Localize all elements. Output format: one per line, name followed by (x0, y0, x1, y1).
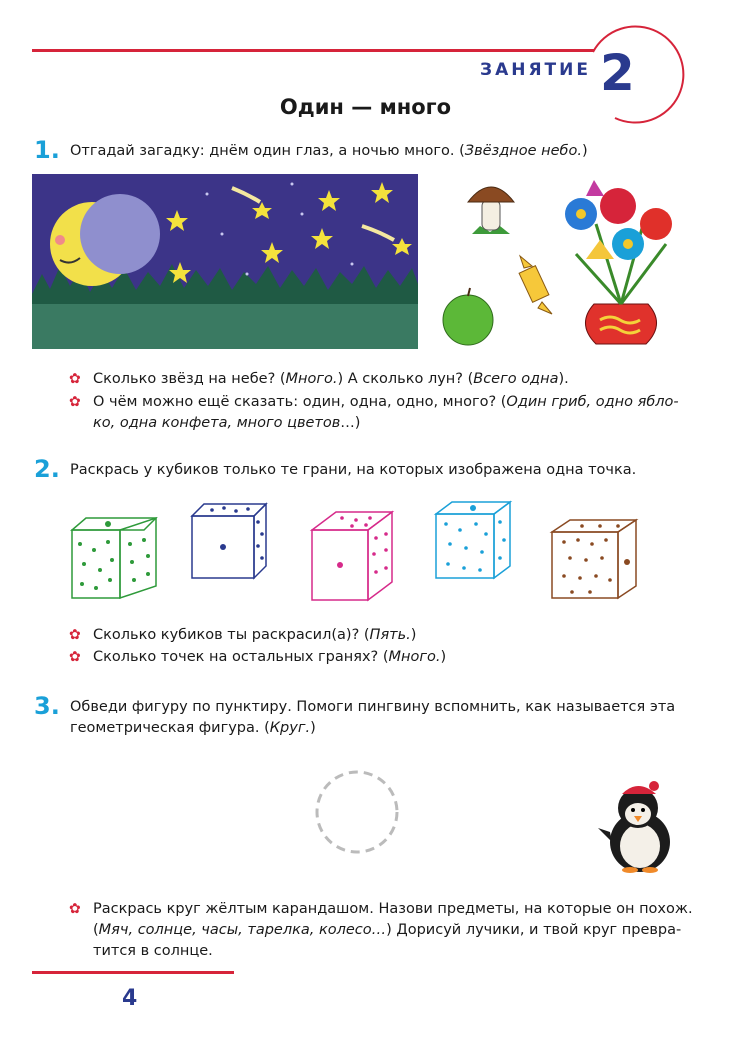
flower-bullet-icon: ✿ (69, 649, 81, 665)
apple-illustration (440, 286, 496, 346)
flower-vase-illustration (556, 174, 686, 352)
footer-rule (32, 971, 234, 974)
candy-illustration (512, 252, 556, 316)
header-rule (32, 49, 594, 52)
page-number: 4 (122, 986, 138, 1011)
lesson-number: 2 (600, 44, 635, 102)
dashed-circle[interactable] (312, 767, 402, 857)
page-title: Один — много (279, 95, 452, 119)
cube-cyan (436, 502, 510, 578)
q1-bullet-1: ✿ Сколько звёзд на небе? (Много.) А сколько лун? (Всего одна). (93, 369, 693, 390)
cubes-row (60, 500, 660, 610)
penguin-illustration (596, 780, 680, 874)
cube-magenta (312, 512, 392, 600)
q2-bullet-2: ✿ Сколько точек на остальных гранях? (Много.) (93, 647, 693, 668)
night-sky-illustration (32, 174, 418, 349)
q3-number: 3. (34, 692, 60, 720)
q1-text: Отгадай загадку: днём один глаз, а ночью много. (Звёздное небо.) (70, 143, 588, 159)
q3-bullet: ✿ Раскрась круг жёлтым карандашом. Назови предметы, на которые он похож. (Мяч, солнце, часы, тарелка, колесо…) Дорисуй лучики, и твой круг превра- тится в солнце. (69, 901, 693, 959)
flower-bullet-icon: ✿ (69, 627, 81, 643)
lesson-label: ЗАНЯТИЕ (480, 60, 591, 80)
q3-text: Обведи фигуру по пунктиру. Помоги пингвину вспомнить, как называется эта геометрическая фигура. (Круг.) (70, 699, 676, 736)
flower-bullet-icon: ✿ (69, 901, 81, 917)
q2-bullet-1: ✿ Сколько кубиков ты раскрасил(а)? (Пять.) (93, 625, 693, 646)
cube-brown (552, 520, 636, 598)
flower-bullet-icon: ✿ (69, 371, 81, 387)
q2-text: Раскрась у кубиков только те грани, на которых изображена одна точка. (70, 462, 637, 478)
cube-green (72, 518, 156, 598)
q1-number: 1. (34, 136, 60, 164)
flower-bullet-icon: ✿ (69, 394, 81, 410)
q2-number: 2. (34, 455, 60, 483)
mushroom-illustration (466, 176, 516, 238)
q1-bullet-2: ✿ О чём можно ещё сказать: один, одна, одно, много? (Один гриб, одно ябло- ко, одна конфета, много цветов…) (69, 394, 679, 431)
cube-navy (192, 504, 266, 578)
